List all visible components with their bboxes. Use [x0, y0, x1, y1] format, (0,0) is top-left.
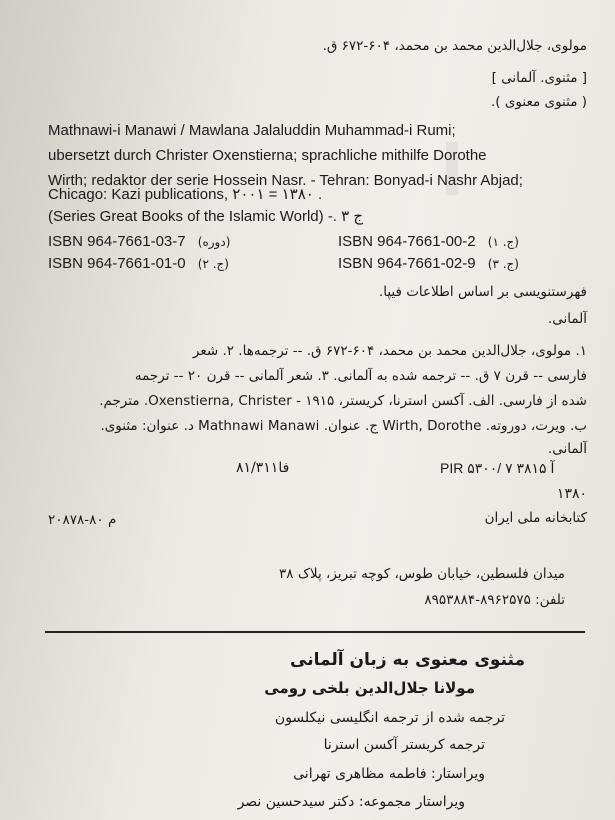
subject-line-5: آلمانی. — [547, 441, 587, 457]
isbn-vol1-tag: (ج. ۱) — [487, 235, 519, 249]
credits-editor: ویراستار: فاطمه مظاهری تهرانی — [293, 766, 485, 782]
catalog-uniform-title: [ مثنوی. آلمانی ] — [491, 70, 587, 86]
credits-series-editor: ویراستار مجموعه: دکتر سیدحسین نصر — [237, 794, 465, 810]
credits-author: مولانا جلال‌الدین بلخی رومی — [264, 679, 475, 697]
isbn-vol2-number: ISBN 964-7661-01-0 — [48, 255, 186, 272]
credits-title: مثنوی معنوی به زبان آلمانی — [290, 650, 525, 670]
library-record-number: م ۸۰-۲۰۸۷۸ — [48, 512, 117, 528]
isbn-vol3-tag: (ج. ۳) — [487, 257, 519, 271]
isbn-vol3-number: ISBN 964-7661-02-9 — [338, 255, 476, 272]
subject-line-3: شده از فارسی. الف. آکسن استرنا، کریستر، ۱۹۱۵ - Oxenstierna, Christer. مترجم. — [99, 393, 587, 409]
fipa-note: فهرستنویسی بر اساس اطلاعات فیپا. — [378, 284, 587, 300]
catalog-en-editor: Wirth; redaktor der serie Hossein Nasr. - Tehran: Bonyad-i Nashr Abjad; — [48, 172, 523, 189]
isbn-set — [48, 234, 230, 249]
isbn-vol2-tag: (ج. ۲) — [197, 257, 229, 271]
catalog-author-line: مولوی، جلال‌الدین محمد بن محمد، ۶۰۴-۶۷۲ ق. — [322, 38, 587, 54]
isbn-vol1-number: ISBN 964-7661-00-2 — [338, 233, 476, 250]
credits-translator: ترجمه کریستر آکسن استرنا — [323, 737, 485, 753]
isbn-set-number: ISBN 964-7661-03-7 — [48, 233, 186, 250]
watermark-shadow: ا — [440, 130, 464, 212]
subject-line-2: فارسی -- قرن ۷ ق. -- ترجمه شده به آلمانی. ۳. شعر آلمانی -- قرن ۲۰ -- ترجمه — [134, 368, 587, 384]
credits-source-translation: ترجمه شده از ترجمه انگلیسی نیکلسون — [274, 710, 505, 726]
isbn-set-tag: (دوره) — [197, 235, 231, 249]
catalog-en-translator: ubersetzt durch Christer Oxenstierna; sprachliche mithilfe Dorothe — [48, 147, 487, 164]
national-library: کتابخانه ملی ایران — [484, 510, 587, 526]
section-divider — [45, 631, 585, 633]
classification-dewey: ۸۱/۳۱فا۱ — [236, 460, 290, 476]
catalog-en-title: Mathnawi-i Manawi / Mawlana Jalaluddin Muhammad-i Rumi; — [48, 122, 456, 139]
catalog-en-publisher: Chicago: Kazi publications, ۲۰۰۱ = ۱۳۸۰ . — [48, 186, 323, 203]
publisher-address: میدان فلسطین، خیابان طوس، کوچه تبریز، پلاک ۳۸ — [279, 566, 565, 582]
fipa-language: آلمانی. — [547, 311, 587, 327]
classification-lc: PIR ۵۳۰۰/ ۷ آ ۳۸۱۵ — [440, 460, 555, 476]
isbn-vol1 — [338, 234, 519, 249]
subject-line-4: ب. ویرت، دوروته. Wirth, Dorothe ج. عنوان. Mathnawi Manawi د. عنوان: مثنوی. — [100, 418, 587, 434]
publisher-phone: تلفن: ۸۹۶۲۵۷۵-۸۹۵۳۸۸۴ — [424, 592, 565, 608]
catalog-year: ۱۳۸۰ — [556, 486, 587, 502]
isbn-vol3 — [338, 256, 519, 271]
subject-line-1: ۱. مولوی، جلال‌الدین محمد بن محمد، ۶۰۴-۶۷۲ ق. -- ترجمه‌ها. ۲. شعر — [192, 343, 587, 359]
catalog-title: ( مثنوی معنوی ). — [491, 94, 587, 110]
isbn-vol2 — [48, 256, 229, 271]
catalog-en-series: (Series Great Books of the Islamic World) -. ۳ ج — [48, 208, 364, 225]
